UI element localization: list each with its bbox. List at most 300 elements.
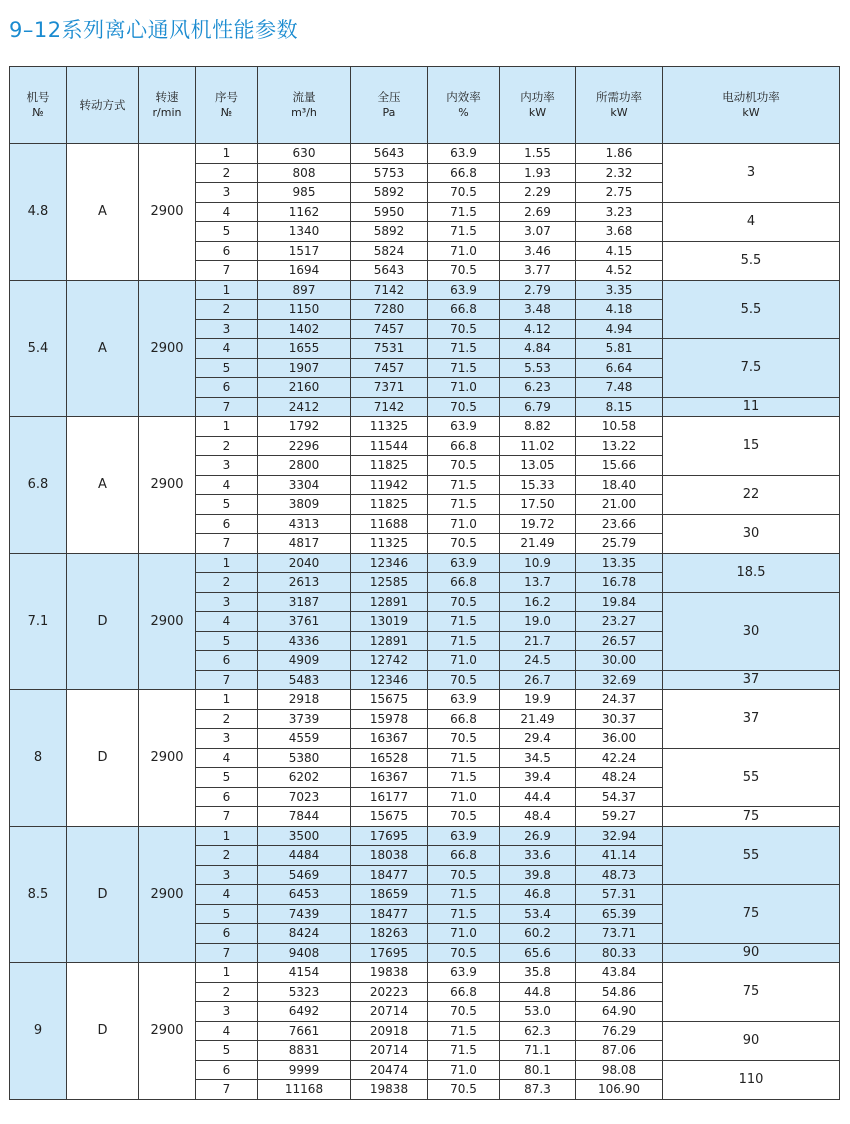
cell-motor-power: 30	[663, 514, 840, 553]
cell-flow: 2412	[258, 397, 351, 417]
cell-seq-no: 1	[196, 144, 258, 164]
cell-drive-type: D	[67, 690, 139, 827]
cell-seq-no: 3	[196, 1002, 258, 1022]
cell-flow: 5483	[258, 670, 351, 690]
cell-flow: 8424	[258, 924, 351, 944]
cell-drive-type: A	[67, 280, 139, 417]
cell-flow: 4817	[258, 534, 351, 554]
cell-internal-efficiency: 70.5	[428, 534, 500, 554]
cell-seq-no: 5	[196, 358, 258, 378]
cell-required-power: 13.35	[576, 553, 663, 573]
cell-total-pressure: 7280	[351, 300, 428, 320]
cell-internal-efficiency: 70.5	[428, 670, 500, 690]
cell-seq-no: 7	[196, 1080, 258, 1100]
cell-internal-efficiency: 70.5	[428, 261, 500, 281]
cell-internal-efficiency: 63.9	[428, 963, 500, 983]
cell-flow: 11168	[258, 1080, 351, 1100]
cell-seq-no: 2	[196, 163, 258, 183]
cell-internal-power: 6.79	[500, 397, 576, 417]
cell-seq-no: 5	[196, 768, 258, 788]
table-row	[10, 553, 840, 573]
cell-required-power: 36.00	[576, 729, 663, 749]
cell-required-power: 4.94	[576, 319, 663, 339]
cell-flow: 4909	[258, 651, 351, 671]
cell-seq-no: 3	[196, 319, 258, 339]
cell-total-pressure: 20474	[351, 1060, 428, 1080]
cell-seq-no: 1	[196, 826, 258, 846]
cell-internal-power: 80.1	[500, 1060, 576, 1080]
cell-internal-power: 48.4	[500, 807, 576, 827]
cell-total-pressure: 18038	[351, 846, 428, 866]
cell-required-power: 42.24	[576, 748, 663, 768]
cell-required-power: 16.78	[576, 573, 663, 593]
performance-table	[9, 66, 840, 1100]
cell-flow: 7844	[258, 807, 351, 827]
cell-internal-efficiency: 63.9	[428, 417, 500, 437]
cell-required-power: 48.73	[576, 865, 663, 885]
table-row	[10, 963, 840, 983]
cell-flow: 1162	[258, 202, 351, 222]
cell-motor-power: 90	[663, 943, 840, 963]
cell-internal-power: 53.0	[500, 1002, 576, 1022]
table-row	[10, 826, 840, 846]
header-unit: kW	[528, 106, 547, 120]
header-unit: kW	[742, 106, 760, 120]
cell-total-pressure: 19838	[351, 963, 428, 983]
cell-internal-power: 19.0	[500, 612, 576, 632]
cell-seq-no: 7	[196, 534, 258, 554]
cell-internal-power: 19.72	[500, 514, 576, 534]
cell-flow: 4484	[258, 846, 351, 866]
cell-internal-power: 60.2	[500, 924, 576, 944]
cell-total-pressure: 7457	[351, 358, 428, 378]
cell-flow: 1907	[258, 358, 351, 378]
cell-required-power: 23.27	[576, 612, 663, 632]
header-unit: №	[32, 106, 44, 120]
cell-total-pressure: 5824	[351, 241, 428, 261]
cell-internal-efficiency: 63.9	[428, 280, 500, 300]
cell-seq-no: 5	[196, 1041, 258, 1061]
cell-internal-power: 29.4	[500, 729, 576, 749]
cell-flow: 808	[258, 163, 351, 183]
cell-internal-power: 2.69	[500, 202, 576, 222]
cell-seq-no: 5	[196, 631, 258, 651]
header-unit: №	[220, 106, 233, 120]
cell-required-power: 32.69	[576, 670, 663, 690]
cell-motor-power: 110	[663, 1060, 840, 1099]
cell-total-pressure: 17695	[351, 826, 428, 846]
cell-drive-type: D	[67, 826, 139, 963]
cell-total-pressure: 11942	[351, 475, 428, 495]
cell-seq-no: 6	[196, 787, 258, 807]
cell-total-pressure: 5753	[351, 163, 428, 183]
cell-flow: 4559	[258, 729, 351, 749]
cell-flow: 1792	[258, 417, 351, 437]
cell-seq-no: 1	[196, 690, 258, 710]
cell-drive-type: A	[67, 144, 139, 281]
cell-flow: 4154	[258, 963, 351, 983]
cell-required-power: 4.15	[576, 241, 663, 261]
cell-internal-power: 39.4	[500, 768, 576, 788]
cell-required-power: 5.81	[576, 339, 663, 359]
cell-internal-power: 24.5	[500, 651, 576, 671]
cell-seq-no: 3	[196, 183, 258, 203]
cell-seq-no: 3	[196, 456, 258, 476]
cell-seq-no: 4	[196, 1021, 258, 1041]
cell-speed: 2900	[139, 963, 196, 1100]
cell-flow: 3761	[258, 612, 351, 632]
cell-internal-efficiency: 70.5	[428, 1002, 500, 1022]
cell-flow: 3500	[258, 826, 351, 846]
cell-internal-power: 71.1	[500, 1041, 576, 1061]
cell-internal-power: 19.9	[500, 690, 576, 710]
cell-seq-no: 7	[196, 807, 258, 827]
cell-flow: 3809	[258, 495, 351, 515]
cell-total-pressure: 5950	[351, 202, 428, 222]
cell-required-power: 15.66	[576, 456, 663, 476]
cell-seq-no: 2	[196, 846, 258, 866]
cell-motor-power: 37	[663, 670, 840, 690]
cell-model-no: 7.1	[10, 553, 67, 690]
cell-seq-no: 6	[196, 514, 258, 534]
cell-flow: 897	[258, 280, 351, 300]
header-total-pressure	[351, 67, 428, 144]
cell-total-pressure: 5892	[351, 183, 428, 203]
cell-internal-efficiency: 71.5	[428, 339, 500, 359]
cell-seq-no: 7	[196, 943, 258, 963]
cell-speed: 2900	[139, 826, 196, 963]
cell-internal-efficiency: 71.5	[428, 475, 500, 495]
cell-total-pressure: 7142	[351, 280, 428, 300]
cell-required-power: 32.94	[576, 826, 663, 846]
cell-internal-power: 34.5	[500, 748, 576, 768]
cell-total-pressure: 16528	[351, 748, 428, 768]
cell-seq-no: 6	[196, 924, 258, 944]
cell-motor-power: 55	[663, 826, 840, 885]
cell-internal-efficiency: 71.0	[428, 787, 500, 807]
cell-flow: 2296	[258, 436, 351, 456]
cell-internal-power: 10.9	[500, 553, 576, 573]
cell-required-power: 87.06	[576, 1041, 663, 1061]
cell-internal-power: 4.84	[500, 339, 576, 359]
cell-internal-efficiency: 70.5	[428, 865, 500, 885]
cell-total-pressure: 11544	[351, 436, 428, 456]
cell-required-power: 73.71	[576, 924, 663, 944]
cell-internal-power: 21.7	[500, 631, 576, 651]
table-row	[10, 280, 840, 300]
cell-drive-type: D	[67, 963, 139, 1100]
cell-required-power: 1.86	[576, 144, 663, 164]
cell-flow: 7023	[258, 787, 351, 807]
cell-internal-power: 26.9	[500, 826, 576, 846]
cell-model-no: 8.5	[10, 826, 67, 963]
cell-internal-power: 21.49	[500, 709, 576, 729]
cell-model-no: 9	[10, 963, 67, 1100]
cell-flow: 7661	[258, 1021, 351, 1041]
cell-total-pressure: 16367	[351, 729, 428, 749]
header-flow	[258, 67, 351, 144]
cell-flow: 7439	[258, 904, 351, 924]
cell-internal-power: 44.8	[500, 982, 576, 1002]
cell-internal-efficiency: 66.8	[428, 163, 500, 183]
cell-internal-power: 87.3	[500, 1080, 576, 1100]
table-row	[10, 690, 840, 710]
cell-total-pressure: 12346	[351, 553, 428, 573]
cell-required-power: 2.75	[576, 183, 663, 203]
cell-required-power: 2.32	[576, 163, 663, 183]
cell-motor-power: 5.5	[663, 280, 840, 339]
cell-internal-efficiency: 70.5	[428, 943, 500, 963]
header-model-no	[10, 67, 67, 144]
cell-motor-power: 3	[663, 144, 840, 203]
cell-internal-efficiency: 71.0	[428, 924, 500, 944]
cell-internal-efficiency: 71.5	[428, 631, 500, 651]
cell-total-pressure: 12891	[351, 631, 428, 651]
cell-total-pressure: 15675	[351, 690, 428, 710]
cell-total-pressure: 20918	[351, 1021, 428, 1041]
cell-seq-no: 6	[196, 241, 258, 261]
cell-total-pressure: 20223	[351, 982, 428, 1002]
cell-seq-no: 7	[196, 261, 258, 281]
cell-motor-power: 15	[663, 417, 840, 476]
cell-required-power: 10.58	[576, 417, 663, 437]
cell-required-power: 25.79	[576, 534, 663, 554]
cell-internal-power: 26.7	[500, 670, 576, 690]
cell-internal-efficiency: 63.9	[428, 144, 500, 164]
header-unit: kW	[610, 106, 628, 120]
cell-total-pressure: 15675	[351, 807, 428, 827]
cell-required-power: 54.86	[576, 982, 663, 1002]
cell-required-power: 13.22	[576, 436, 663, 456]
cell-internal-power: 2.79	[500, 280, 576, 300]
cell-total-pressure: 18477	[351, 865, 428, 885]
header-speed	[139, 67, 196, 144]
cell-flow: 6453	[258, 885, 351, 905]
cell-total-pressure: 18263	[351, 924, 428, 944]
cell-flow: 630	[258, 144, 351, 164]
cell-internal-efficiency: 71.0	[428, 1060, 500, 1080]
cell-flow: 2160	[258, 378, 351, 398]
cell-internal-efficiency: 71.5	[428, 904, 500, 924]
cell-internal-efficiency: 70.5	[428, 1080, 500, 1100]
cell-seq-no: 7	[196, 397, 258, 417]
cell-seq-no: 1	[196, 417, 258, 437]
cell-motor-power: 90	[663, 1021, 840, 1060]
cell-internal-power: 16.2	[500, 592, 576, 612]
cell-internal-power: 53.4	[500, 904, 576, 924]
cell-internal-power: 3.77	[500, 261, 576, 281]
cell-required-power: 6.64	[576, 358, 663, 378]
cell-flow: 6202	[258, 768, 351, 788]
cell-motor-power: 5.5	[663, 241, 840, 280]
header-label: 序号	[215, 89, 238, 104]
cell-required-power: 8.15	[576, 397, 663, 417]
cell-internal-power: 35.8	[500, 963, 576, 983]
cell-total-pressure: 20714	[351, 1002, 428, 1022]
cell-flow: 2613	[258, 573, 351, 593]
cell-required-power: 4.52	[576, 261, 663, 281]
cell-required-power: 19.84	[576, 592, 663, 612]
header-unit: m³/h	[291, 106, 317, 120]
cell-seq-no: 4	[196, 885, 258, 905]
cell-total-pressure: 11325	[351, 417, 428, 437]
cell-seq-no: 5	[196, 904, 258, 924]
page-title: 9–12系列离心通风机性能参数	[9, 18, 299, 42]
cell-required-power: 3.68	[576, 222, 663, 242]
cell-internal-efficiency: 70.5	[428, 183, 500, 203]
cell-internal-power: 3.48	[500, 300, 576, 320]
header-label: 所需功率	[596, 89, 642, 104]
cell-required-power: 48.24	[576, 768, 663, 788]
cell-seq-no: 4	[196, 202, 258, 222]
cell-internal-power: 2.29	[500, 183, 576, 203]
header-internal-power	[500, 67, 576, 144]
cell-drive-type: D	[67, 553, 139, 690]
cell-required-power: 7.48	[576, 378, 663, 398]
cell-motor-power: 22	[663, 475, 840, 514]
cell-internal-power: 17.50	[500, 495, 576, 515]
cell-internal-power: 39.8	[500, 865, 576, 885]
cell-required-power: 80.33	[576, 943, 663, 963]
cell-motor-power: 75	[663, 885, 840, 944]
cell-internal-efficiency: 66.8	[428, 436, 500, 456]
cell-total-pressure: 16367	[351, 768, 428, 788]
cell-internal-power: 3.46	[500, 241, 576, 261]
cell-flow: 5469	[258, 865, 351, 885]
cell-flow: 4313	[258, 514, 351, 534]
cell-internal-power: 8.82	[500, 417, 576, 437]
cell-required-power: 3.23	[576, 202, 663, 222]
cell-seq-no: 5	[196, 222, 258, 242]
cell-seq-no: 4	[196, 339, 258, 359]
cell-speed: 2900	[139, 417, 196, 554]
cell-seq-no: 6	[196, 1060, 258, 1080]
cell-total-pressure: 11825	[351, 456, 428, 476]
cell-flow: 6492	[258, 1002, 351, 1022]
cell-internal-efficiency: 71.0	[428, 514, 500, 534]
cell-seq-no: 1	[196, 553, 258, 573]
header-seq-no	[196, 67, 258, 144]
cell-internal-efficiency: 71.5	[428, 885, 500, 905]
cell-internal-power: 21.49	[500, 534, 576, 554]
cell-internal-power: 3.07	[500, 222, 576, 242]
cell-internal-efficiency: 70.5	[428, 729, 500, 749]
cell-internal-power: 6.23	[500, 378, 576, 398]
cell-flow: 3304	[258, 475, 351, 495]
cell-internal-power: 13.7	[500, 573, 576, 593]
cell-motor-power: 75	[663, 963, 840, 1022]
cell-internal-efficiency: 70.5	[428, 397, 500, 417]
cell-internal-power: 44.4	[500, 787, 576, 807]
header-label: 电动机功率	[722, 89, 780, 104]
cell-required-power: 59.27	[576, 807, 663, 827]
cell-seq-no: 1	[196, 280, 258, 300]
cell-internal-efficiency: 71.5	[428, 202, 500, 222]
header-label: 转动方式	[79, 97, 126, 112]
cell-internal-efficiency: 70.5	[428, 592, 500, 612]
table-row	[10, 144, 840, 164]
header-unit: r/min	[152, 106, 182, 120]
header-label: 内功率	[520, 89, 555, 104]
cell-total-pressure: 7142	[351, 397, 428, 417]
cell-internal-efficiency: 66.8	[428, 573, 500, 593]
cell-internal-efficiency: 71.5	[428, 495, 500, 515]
table-row	[10, 417, 840, 437]
cell-internal-power: 11.02	[500, 436, 576, 456]
cell-flow: 2040	[258, 553, 351, 573]
cell-flow: 5323	[258, 982, 351, 1002]
cell-internal-power: 15.33	[500, 475, 576, 495]
cell-seq-no: 3	[196, 865, 258, 885]
header-drive-type	[67, 67, 139, 144]
cell-total-pressure: 5892	[351, 222, 428, 242]
cell-required-power: 43.84	[576, 963, 663, 983]
cell-internal-efficiency: 66.8	[428, 709, 500, 729]
cell-required-power: 64.90	[576, 1002, 663, 1022]
cell-required-power: 26.57	[576, 631, 663, 651]
cell-total-pressure: 7371	[351, 378, 428, 398]
cell-motor-power: 4	[663, 202, 840, 241]
cell-seq-no: 3	[196, 592, 258, 612]
cell-total-pressure: 18659	[351, 885, 428, 905]
cell-seq-no: 2	[196, 573, 258, 593]
cell-internal-efficiency: 70.5	[428, 456, 500, 476]
cell-seq-no: 4	[196, 612, 258, 632]
cell-speed: 2900	[139, 553, 196, 690]
cell-seq-no: 4	[196, 748, 258, 768]
cell-speed: 2900	[139, 280, 196, 417]
cell-flow: 9999	[258, 1060, 351, 1080]
cell-internal-power: 4.12	[500, 319, 576, 339]
cell-required-power: 18.40	[576, 475, 663, 495]
cell-required-power: 98.08	[576, 1060, 663, 1080]
cell-seq-no: 6	[196, 378, 258, 398]
cell-flow: 1150	[258, 300, 351, 320]
cell-seq-no: 2	[196, 982, 258, 1002]
cell-internal-power: 33.6	[500, 846, 576, 866]
header-label: 内效率	[446, 89, 481, 104]
cell-internal-efficiency: 66.8	[428, 846, 500, 866]
table-header-row	[10, 67, 840, 144]
cell-internal-power: 1.93	[500, 163, 576, 183]
cell-internal-efficiency: 66.8	[428, 982, 500, 1002]
cell-model-no: 4.8	[10, 144, 67, 281]
cell-total-pressure: 7531	[351, 339, 428, 359]
cell-required-power: 76.29	[576, 1021, 663, 1041]
cell-motor-power: 7.5	[663, 339, 840, 398]
cell-required-power: 24.37	[576, 690, 663, 710]
header-unit: %	[458, 106, 469, 120]
header-label: 机号	[26, 89, 50, 104]
header-label: 流量	[292, 89, 316, 104]
cell-speed: 2900	[139, 690, 196, 827]
cell-flow: 3187	[258, 592, 351, 612]
cell-total-pressure: 11825	[351, 495, 428, 515]
cell-flow: 1694	[258, 261, 351, 281]
cell-required-power: 30.00	[576, 651, 663, 671]
cell-flow: 5380	[258, 748, 351, 768]
cell-required-power: 23.66	[576, 514, 663, 534]
cell-motor-power: 11	[663, 397, 840, 417]
cell-internal-efficiency: 71.5	[428, 1041, 500, 1061]
cell-total-pressure: 17695	[351, 943, 428, 963]
cell-internal-efficiency: 71.0	[428, 378, 500, 398]
header-required-power	[576, 67, 663, 144]
cell-internal-efficiency: 70.5	[428, 319, 500, 339]
cell-total-pressure: 7457	[351, 319, 428, 339]
cell-seq-no: 2	[196, 436, 258, 456]
cell-total-pressure: 19838	[351, 1080, 428, 1100]
